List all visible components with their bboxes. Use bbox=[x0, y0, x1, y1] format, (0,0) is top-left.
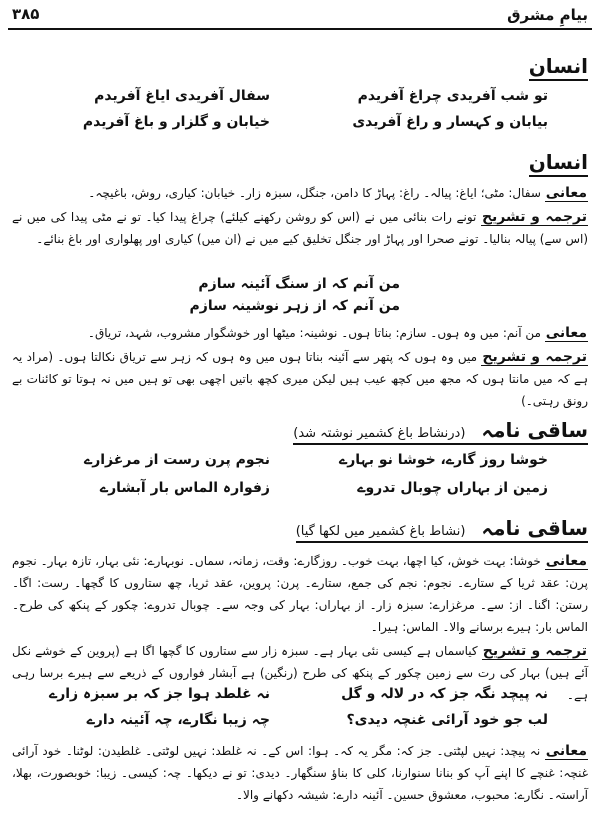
verse-line: خوشا روز گارے، خوشا نو بہارے bbox=[339, 452, 548, 468]
maani-label: معانی bbox=[545, 325, 587, 341]
verse-line: بیابان و کہسار و راغ آفریدی bbox=[352, 114, 548, 130]
header-rule bbox=[8, 28, 592, 30]
maani-paragraph: معانی من آنم: میں وہ ہوں۔ سازم: بناتا ہوں۔ نوشینہ: میٹھا اور خوشگوار مشروب، شہد، تریاق۔ bbox=[87, 325, 587, 341]
section-heading-insan: انسان bbox=[529, 54, 588, 78]
verse-line: زمین از بہاراں چوبال تدروے bbox=[357, 480, 548, 496]
section-heading-saqi-nama: ساقی نامہ(درنشاط باغ کشمیر نوشتہ شد) bbox=[293, 418, 588, 442]
verse-line: سفال آفریدی ایاغ آفریدم bbox=[94, 88, 270, 104]
maani-paragraph: معانی نہ پیچد: نہیں لپٹتی۔ جز کہ: مگر یہ کہ۔ ہوا: اس کے۔ نہ غلطد: نہیں لوٹتی۔ غلطیدن: لوٹنا۔ خود آرائی غنچہ: غنچے کا اپنے آپ کو بنانا سنوارنا، کلی کا بناؤ سنگھار۔ دیدی: تو نے دیکھا۔ چہ: کیسی۔ زیبا: خوبصورت، بھلا، آراستہ۔ نگارے: محبوب، معشوق حسین۔ آئینہ دارے: شیشہ دکھانے والا۔ bbox=[12, 743, 588, 802]
verse-line: نہ غلطد ہوا جز کہ بر سبزہ زارے bbox=[49, 686, 270, 702]
verse-line: نجوم پرن رست از مرغزارے bbox=[83, 452, 270, 468]
tarjuma-label: ترجمہ و تشریح bbox=[482, 349, 587, 365]
maani-paragraph: معانی سفال: مٹی؛ ایاغ: پیالہ۔ راغ: پہاڑ کا دامن، جنگل، سبزہ زار۔ خیابان: کیاری، روش، باغیچہ۔ bbox=[88, 185, 587, 201]
maani-label: معانی bbox=[545, 185, 587, 201]
section-heading-saqi-nama-urdu: ساقی نامہ(نشاط باغ کشمیر میں لکھا گیا) bbox=[296, 516, 588, 540]
tarjuma-paragraph: ترجمہ و تشریح کیاسماں ہے کیسی نئی بہار ہے۔ سبزہ زار سے ستاروں کا گچھا اگا ہے (پروین کے خوشے نکل آئے ہیں) بہار کی رت سے زمین چکور کے پنکھ کی طرح (رنگین) ہے آبشار فواروں کے ذریعے سے ہیرے برسا رہی ہے۔ bbox=[12, 643, 588, 702]
page-header bbox=[8, 4, 592, 28]
verse-line: خیابان و گلزار و باغ آفریدم bbox=[82, 114, 270, 130]
tarjuma-paragraph: ترجمہ و تشریح تونے رات بنائی میں نے (اس کو روشن رکھنے کیلئے) چراغ پیدا کیا۔ تو نے مٹی پیدا کی میں نے (اس سے) پیالہ بنالیا۔ تونے صحرا اور پہاڑ اور جنگل تخلیق کیے میں نے (ان میں) کیاری اور پھلواری اور باغ بنائے۔ bbox=[12, 209, 588, 246]
maani-label: معانی bbox=[545, 743, 587, 759]
verse-line: من آنم کہ از سنگ آئینہ سازم bbox=[198, 276, 400, 292]
verse-line: زفوارہ الماس بار آبشارے bbox=[99, 480, 270, 496]
tarjuma-paragraph: ترجمہ و تشریح میں وہ ہوں کہ پتھر سے آئینہ بناتا ہوں میں وہ ہوں کہ زہر سے تریاق نکالتا ہوں۔ (مراد یہ ہے کہ میں مانتا ہوں کہ مجھ میں کچھ عیب ہیں لیکن میری کچھ باتیں اچھی بھی تو ہیں میں نہ ہوتا تو کائنات بے رونق رہتی۔) bbox=[12, 349, 588, 408]
verse-line: نہ پیچد نگہ جز کہ در لالہ و گل bbox=[341, 686, 548, 702]
section-heading-insan-urdu: انسان bbox=[529, 150, 588, 174]
tarjuma-label: ترجمہ و تشریح bbox=[481, 209, 588, 225]
verse-line: تو شب آفریدی چراغ آفریدم bbox=[357, 88, 548, 104]
verse-line: چہ زیبا نگارے، چہ آئینہ دارے bbox=[86, 712, 270, 728]
verse-line: من آنم کہ از زہر نوشینہ سازم bbox=[189, 298, 400, 314]
header-title: بیامِ مشرق bbox=[507, 6, 588, 24]
maani-label: معانی bbox=[545, 553, 587, 569]
page-number: ۳۸۵ bbox=[12, 5, 40, 23]
maani-paragraph: معانی خوشا: بہت خوش، کیا اچھا، بہت خوب۔ روزگارے: وقت، زمانہ، سماں۔ نوبہارے: نئی بہار، تازہ بہار۔ نجوم پرن: عقد ثریا کے ستارے۔ نجوم: نجم کی جمع، ستارے۔ پرن: پروین، عقد ثریا، چھ ستاروں کا گچھا۔ رست: اگا۔ رستن: اگنا۔ از: سے۔ مرغزارے: سبزہ زار۔ از بہاراں: بہار کی وجہ سے۔ چوبال تدروے: چکور کے پنکھ کی طرح۔ الماس بار: ہیرے برسانے والا۔ الماس: ہیرا۔ bbox=[12, 553, 588, 634]
verse-line: لب جو خود آرائی غنچہ دیدی؟ bbox=[346, 712, 548, 728]
tarjuma-label: ترجمہ و تشریح bbox=[482, 643, 588, 659]
